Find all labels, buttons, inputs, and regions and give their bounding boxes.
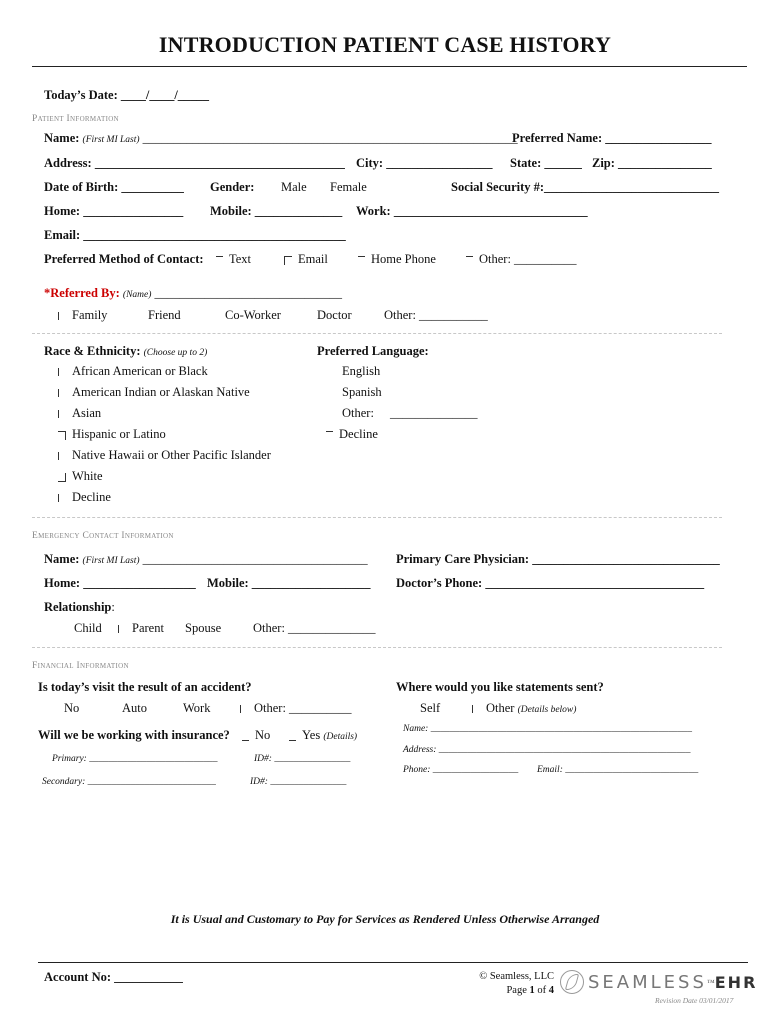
race-option-label: Decline xyxy=(72,490,111,504)
checkbox-icon[interactable] xyxy=(216,256,223,265)
secondary-insurance-id-field[interactable]: ID#: ________________ xyxy=(250,777,347,787)
relationship-option-spouse[interactable]: Spouse xyxy=(185,621,222,635)
checkbox-icon[interactable] xyxy=(58,494,66,502)
page-prefix: Page xyxy=(506,985,530,996)
copyright-text: © Seamless, LLC xyxy=(479,971,554,982)
checkbox-icon[interactable] xyxy=(118,625,126,633)
payment-notice: It is Usual and Customary to Pay for Services as Rendered Unless Otherwise Arranged xyxy=(170,912,600,926)
revision-date: Revision Date 03/01/2017 xyxy=(655,996,734,1005)
checkbox-icon[interactable] xyxy=(58,431,66,440)
statements-option-self[interactable]: Self xyxy=(420,701,441,715)
city-field[interactable]: City: _________________ xyxy=(356,156,493,170)
race-option-label: Asian xyxy=(72,406,102,420)
section-divider xyxy=(32,647,722,648)
relationship-row: Relationship: xyxy=(44,600,115,614)
contact-option-home-phone[interactable] xyxy=(358,252,436,267)
accident-option-auto[interactable]: Auto xyxy=(122,701,147,715)
referred-option-other[interactable]: Other: ___________ xyxy=(384,308,488,322)
contact-option-text-label: Text xyxy=(229,252,252,266)
account-number-field[interactable]: Account No: ___________ xyxy=(44,970,183,984)
statements-option-other[interactable] xyxy=(472,701,576,716)
contact-option-other[interactable] xyxy=(466,252,577,267)
referred-by-label: *Referred By: xyxy=(44,286,120,300)
section-divider xyxy=(32,333,722,334)
page-indicator xyxy=(470,984,554,998)
primary-insurance-field[interactable]: Primary: ___________________________ xyxy=(52,754,218,764)
language-option-label: Decline xyxy=(339,427,378,441)
race-option-american-indian[interactable] xyxy=(58,385,250,400)
checkbox-icon[interactable] xyxy=(58,368,66,376)
work-phone-field[interactable]: Work: _______________________________ xyxy=(356,204,588,218)
insurance-option-no[interactable] xyxy=(242,728,270,743)
checkbox-icon[interactable] xyxy=(58,410,66,418)
insurance-option-yes[interactable] xyxy=(289,728,357,743)
statements-option-other-label: Other xyxy=(486,701,515,715)
statement-name-field[interactable]: Name: _______________________________________________________ xyxy=(403,724,692,734)
preferred-name-field[interactable]: Preferred Name: _________________ xyxy=(512,131,712,145)
accident-option-work[interactable]: Work xyxy=(183,701,211,715)
checkbox-icon[interactable] xyxy=(58,473,66,482)
race-label: Race & Ethnicity: xyxy=(44,344,141,358)
race-option-pacific-islander[interactable] xyxy=(58,448,271,463)
footer-divider xyxy=(38,962,748,963)
emergency-name-field[interactable]: ____________________________________ xyxy=(142,552,368,566)
copyright-block xyxy=(470,970,554,998)
checkbox-icon[interactable] xyxy=(242,732,249,741)
doctors-phone-field[interactable]: Doctor’s Phone: ___________________________________ xyxy=(396,576,705,590)
language-option-decline[interactable] xyxy=(326,427,378,442)
accident-option-other[interactable] xyxy=(240,701,352,716)
email-field[interactable]: Email: __________________________________________ xyxy=(44,228,346,242)
referred-option-family-label: Family xyxy=(72,308,108,322)
checkbox-icon[interactable] xyxy=(326,431,333,440)
state-field[interactable]: State: ______ xyxy=(510,156,582,170)
relationship-label: Relationship xyxy=(44,600,112,614)
seamless-ehr-logo xyxy=(560,970,757,994)
title-divider xyxy=(32,66,747,67)
primary-insurance-id-field[interactable]: ID#: ________________ xyxy=(254,754,351,764)
accident-option-no[interactable]: No xyxy=(64,701,80,715)
accident-option-other-label: Other: __________ xyxy=(254,701,352,715)
contact-option-text[interactable] xyxy=(216,252,251,267)
checkbox-icon[interactable] xyxy=(358,256,365,265)
secondary-insurance-field[interactable]: Secondary: ___________________________ xyxy=(42,777,216,787)
preferred-language-label: Preferred Language: xyxy=(317,344,429,358)
checkbox-icon[interactable] xyxy=(466,256,473,265)
gender-label: Gender: xyxy=(210,180,255,194)
logo-trademark: ™ xyxy=(706,977,715,987)
race-hint: (Choose up to 2) xyxy=(143,348,208,358)
section-financial-information: Financial Information xyxy=(32,661,129,671)
contact-option-home-phone-label: Home Phone xyxy=(371,252,436,266)
accident-question: Is today’s visit the result of an accident? xyxy=(38,680,252,694)
referred-option-family[interactable] xyxy=(58,308,107,323)
race-option-label: African American or Black xyxy=(72,364,208,378)
mobile-phone-field[interactable]: Mobile: ______________ xyxy=(210,204,343,218)
checkbox-icon[interactable] xyxy=(472,705,480,713)
home-phone-field[interactable]: Home: ________________ xyxy=(44,204,184,218)
emergency-mobile-field[interactable]: Mobile: ___________________ xyxy=(207,576,371,590)
referred-option-coworker[interactable]: Co-Worker xyxy=(225,308,281,322)
race-option-label: Native Hawaii or Other Pacific Islander xyxy=(72,448,271,462)
race-option-hispanic[interactable] xyxy=(58,427,166,442)
emergency-name-row xyxy=(44,552,368,567)
insurance-option-no-label: No xyxy=(255,728,271,742)
race-option-label: Hispanic or Latino xyxy=(72,427,166,441)
todays-date-field[interactable]: Today’s Date: ____/____/_____ xyxy=(44,88,210,102)
ssn-field[interactable]: Social Security #:____________________________ xyxy=(451,180,720,194)
language-option-english[interactable]: English xyxy=(342,364,381,378)
checkbox-icon[interactable] xyxy=(58,389,66,397)
page-of: of xyxy=(534,985,549,996)
address-field[interactable]: Address: ________________________________________ xyxy=(44,156,345,170)
race-label-row xyxy=(44,344,207,359)
checkbox-icon[interactable] xyxy=(58,452,66,460)
statements-question: Where would you like statements sent? xyxy=(396,680,604,694)
section-emergency-contact: Emergency Contact Information xyxy=(32,531,174,541)
logo-text: SEAMLESS xyxy=(588,971,707,993)
emergency-home-field[interactable]: Home: __________________ xyxy=(44,576,196,590)
referred-option-doctor[interactable]: Doctor xyxy=(317,308,352,322)
gender-option-male[interactable]: Male xyxy=(281,180,307,194)
checkbox-icon[interactable] xyxy=(240,705,248,713)
statement-email-field[interactable]: Email: ____________________________ xyxy=(537,765,699,775)
relationship-option-parent[interactable] xyxy=(118,621,164,636)
page-number: 1 xyxy=(529,985,535,996)
referred-by-row xyxy=(44,286,342,301)
language-other-field[interactable]: ______________ xyxy=(390,406,478,420)
language-option-other[interactable]: Other: xyxy=(342,406,374,420)
language-option-spanish[interactable]: Spanish xyxy=(342,385,382,399)
gender-option-female[interactable]: Female xyxy=(330,180,367,194)
referred-by-field[interactable]: ______________________________ xyxy=(154,286,343,300)
referred-option-friend[interactable]: Friend xyxy=(148,308,181,322)
page-title: INTRODUCTION PATIENT CASE HISTORY xyxy=(158,32,612,57)
race-option-label: American Indian or Alaskan Native xyxy=(72,385,250,399)
relationship-option-other[interactable]: Other: ______________ xyxy=(253,621,376,635)
contact-method-label: Preferred Method of Contact: xyxy=(44,252,204,266)
contact-option-email[interactable] xyxy=(284,252,328,267)
referred-by-hint: (Name) xyxy=(122,290,152,300)
dob-field[interactable]: Date of Birth: __________ xyxy=(44,180,184,194)
contact-option-email-label: Email xyxy=(298,252,328,266)
insurance-yes-hint: (Details) xyxy=(323,732,358,742)
race-option-label: White xyxy=(72,469,103,483)
emergency-name-label: Name: xyxy=(44,552,80,566)
emergency-name-hint: (First MI Last) xyxy=(82,556,140,566)
section-divider xyxy=(32,517,722,518)
relationship-option-label: Parent xyxy=(132,621,164,635)
patient-name-hint: (First MI Last) xyxy=(82,135,140,145)
relationship-option-child[interactable]: Child xyxy=(74,621,102,635)
section-patient-information: Patient Information xyxy=(32,114,119,124)
primary-care-physician-field[interactable]: Primary Care Physician: ______________________________ xyxy=(396,552,720,566)
statement-phone-field[interactable]: Phone: __________________ xyxy=(403,765,519,775)
checkbox-icon[interactable] xyxy=(58,312,66,320)
patient-name-row xyxy=(44,131,518,146)
contact-option-other-label: Other: __________ xyxy=(479,252,577,266)
checkbox-icon[interactable] xyxy=(284,256,292,265)
logo-ehr-text: EHR xyxy=(714,972,758,992)
page-total: 4 xyxy=(548,985,554,996)
insurance-option-yes-label: Yes xyxy=(302,728,321,742)
statement-address-field[interactable]: Address: _____________________________________________________ xyxy=(403,745,691,755)
race-option-asian[interactable] xyxy=(58,406,101,421)
checkbox-icon[interactable] xyxy=(289,732,296,741)
race-option-decline[interactable] xyxy=(58,490,111,505)
race-option-african-american[interactable] xyxy=(58,364,208,379)
seamless-logo-icon xyxy=(560,970,584,994)
insurance-question: Will we be working with insurance? xyxy=(38,728,230,742)
patient-name-field[interactable]: ____________________________________________________________ xyxy=(142,131,518,145)
race-option-white[interactable] xyxy=(58,469,103,484)
statements-other-hint: (Details below) xyxy=(517,705,577,715)
patient-name-label: Name: xyxy=(44,131,80,145)
zip-field[interactable]: Zip: _______________ xyxy=(592,156,712,170)
